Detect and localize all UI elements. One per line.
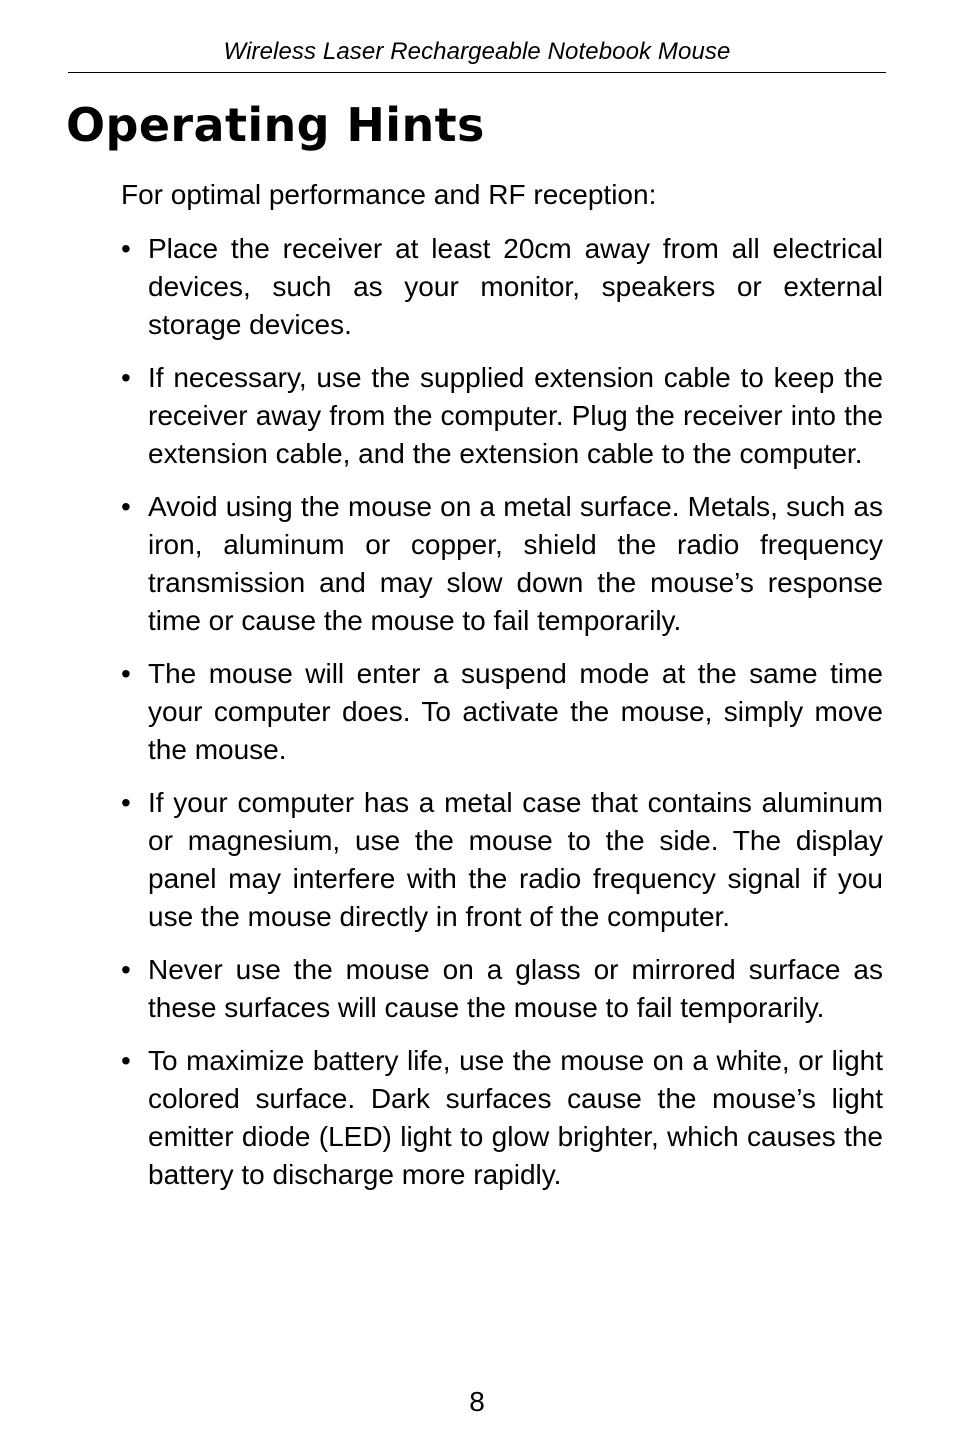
intro-text: For optimal performance and RF reception: xyxy=(121,179,657,210)
hint-item-battery-life xyxy=(121,1042,883,1194)
header-divider xyxy=(68,72,886,73)
running-header: Wireless Laser Rechargeable Notebook Mouse xyxy=(223,38,731,65)
bullet-icon: • xyxy=(121,362,131,393)
bullet-icon: • xyxy=(121,233,131,264)
hint-item-metal-case xyxy=(121,784,883,936)
hint-text: Avoid using the mouse on a metal surface. Metals, such as iron, aluminum or copper, shield the radio frequency transmission and may slow down the mouse’s response time or cause the mouse to fail temporarily. xyxy=(148,491,883,636)
hint-item-glass-surface xyxy=(121,951,883,1027)
hint-text: To maximize battery life, use the mouse on a white, or light colored surface. Dark surfaces cause the mouse’s light emitter diode (LED) light to glow brighter, which causes the battery to discharge more rapidly. xyxy=(148,1045,883,1190)
bullet-icon: • xyxy=(121,658,131,689)
hint-text: Place the receiver at least 20cm away from all electrical devices, such as your monitor, speakers or external storage devices. xyxy=(148,233,883,340)
page-title: Operating Hints xyxy=(66,98,485,152)
hint-item-extension-cable xyxy=(121,359,883,473)
hints-list xyxy=(121,230,883,1209)
hint-item-suspend-mode xyxy=(121,655,883,769)
bullet-icon: • xyxy=(121,491,131,522)
hint-text: If necessary, use the supplied extension cable to keep the receiver away from the computer. Plug the receiver into the extension cable, and the extension cable to the computer. xyxy=(148,362,883,469)
bullet-icon: • xyxy=(121,787,131,818)
page-number: 8 xyxy=(469,1386,485,1417)
hint-text: If your computer has a metal case that contains aluminum or magnesium, use the mouse to the side. The display panel may interfere with the radio frequency signal if you use the mouse directly in front of the computer. xyxy=(148,787,883,932)
bullet-icon: • xyxy=(121,954,131,985)
hint-item-placement xyxy=(121,230,883,344)
bullet-icon: • xyxy=(121,1045,131,1076)
hint-text: The mouse will enter a suspend mode at the same time your computer does. To activate the mouse, simply move the mouse. xyxy=(148,658,883,765)
hint-item-metal-surface xyxy=(121,488,883,640)
hint-text: Never use the mouse on a glass or mirrored surface as these surfaces will cause the mouse to fail temporarily. xyxy=(148,954,883,1023)
